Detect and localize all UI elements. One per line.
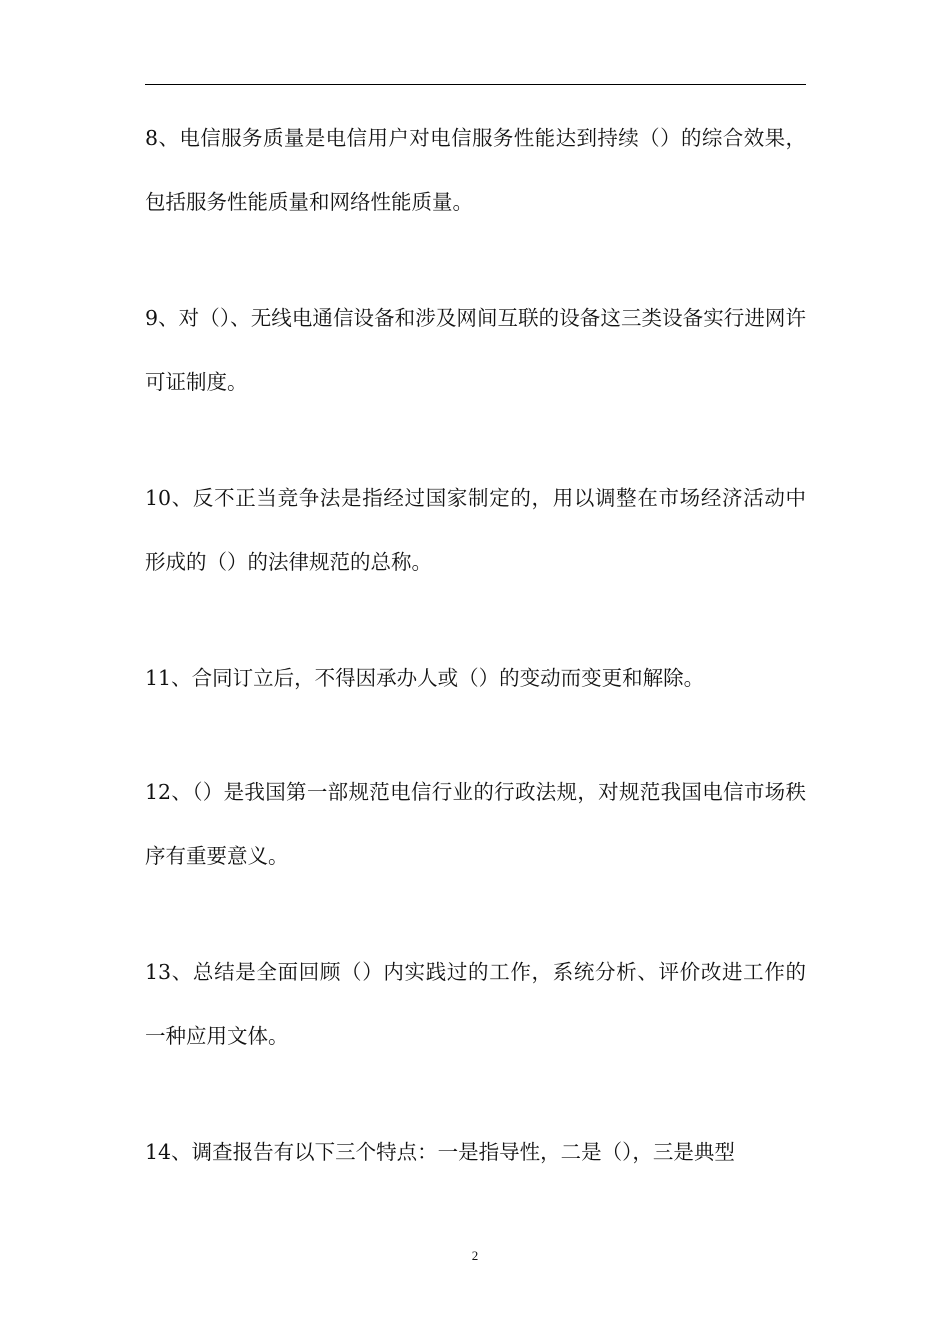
question-11: 11、合同订立后，不得因承办人或（）的变动而变更和解除。: [145, 666, 705, 690]
question-12: 12、（）是我国第一部规范电信行业的行政法规，对规范我国电信市场秩序有重要意义。: [145, 780, 806, 868]
question-8: 8、电信服务质量是电信用户对电信服务性能达到持续（）的综合效果，包括服务性能质量和网络性能质量。: [145, 126, 806, 214]
question-13: 13、总结是全面回顾（）内实践过的工作，系统分析、评价改进工作的一种应用文体。: [145, 960, 806, 1048]
question-10: 10、反不正当竞争法是指经过国家制定的，用以调整在市场经济活动中形成的（）的法律规范的总称。: [145, 486, 806, 574]
header-rule: [145, 84, 806, 85]
page-number: 2: [471, 1248, 479, 1263]
question-9: 9、对（）、无线电通信设备和涉及网间互联的设备这三类设备实行进网许可证制度。: [145, 306, 806, 394]
question-14: 14、调查报告有以下三个特点：一是指导性，二是（），三是典型: [145, 1140, 735, 1164]
